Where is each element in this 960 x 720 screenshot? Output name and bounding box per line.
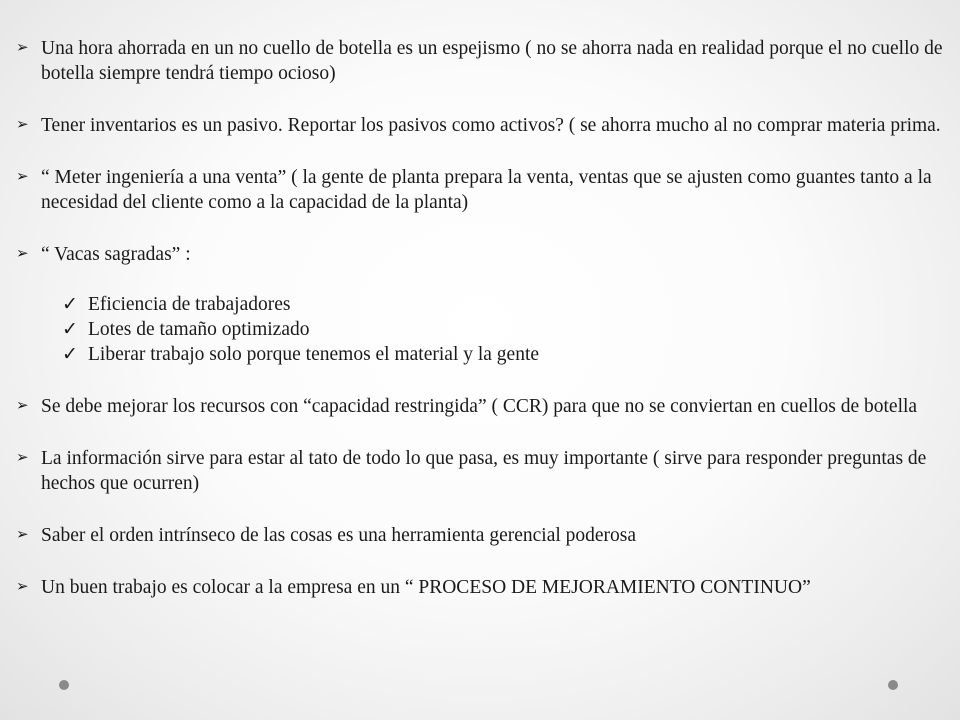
checkmark-icon: ✓ [62,344,78,365]
arrow-bullet-icon: ➢ [16,40,29,56]
bullet-text: “ Vacas sagradas” : [41,244,191,265]
bullet-item-7 [16,523,946,548]
bullet-item-1 [16,36,946,86]
check-item-text: Lotes de tamaño optimizado [88,319,310,340]
bullet-item-4 [16,242,946,267]
arrow-bullet-icon: ➢ [16,398,29,414]
check-item-text: Eficiencia de trabajadores [88,294,291,315]
check-item-1 [16,292,946,317]
checklist [16,292,946,367]
decorative-dot-right [888,680,898,690]
arrow-bullet-icon: ➢ [16,117,29,133]
arrow-bullet-icon: ➢ [16,579,29,595]
bullet-text: Una hora ahorrada en un no cuello de botella es un espejismo ( no se ahorra nada en realidad porque el no cuello de botella siempre tendrá tiempo ocioso) [41,38,943,84]
bullet-text: Un buen trabajo es colocar a la empresa en un “ PROCESO DE MEJORAMIENTO CONTINUO” [41,577,811,598]
bullet-text: Se debe mejorar los recursos con “capacidad restringida” ( CCR) para que no se conviertan en cuellos de botella [41,396,918,417]
bullet-item-5 [16,394,946,419]
arrow-bullet-icon: ➢ [16,450,29,466]
bullet-text: Tener inventarios es un pasivo. Reportar los pasivos como activos? ( se ahorra mucho al no comprar materia prima. [41,115,941,136]
checkmark-icon: ✓ [62,294,78,315]
bullet-item-8 [16,575,946,600]
bullet-text: Saber el orden intrínseco de las cosas es una herramienta gerencial poderosa [41,525,637,546]
check-item-text: Liberar trabajo solo porque tenemos el material y la gente [88,344,540,365]
arrow-bullet-icon: ➢ [16,246,29,262]
decorative-dot-left [59,680,69,690]
arrow-bullet-icon: ➢ [16,527,29,543]
bullet-item-6 [16,446,946,496]
arrow-bullet-icon: ➢ [16,169,29,185]
slide-content [16,36,946,627]
check-item-3 [16,342,946,367]
bullet-text: La información sirve para estar al tato de todo lo que pasa, es muy importante ( sirve para responder preguntas de hechos que ocurren) [41,448,927,494]
bullet-text: “ Meter ingeniería a una venta” ( la gente de planta prepara la venta, ventas que se ajusten como guantes tanto a la necesidad del cliente como a la capacidad de la planta) [41,167,932,213]
bullet-item-2 [16,113,946,138]
checkmark-icon: ✓ [62,319,78,340]
check-item-2 [16,317,946,342]
bullet-item-3 [16,165,946,215]
